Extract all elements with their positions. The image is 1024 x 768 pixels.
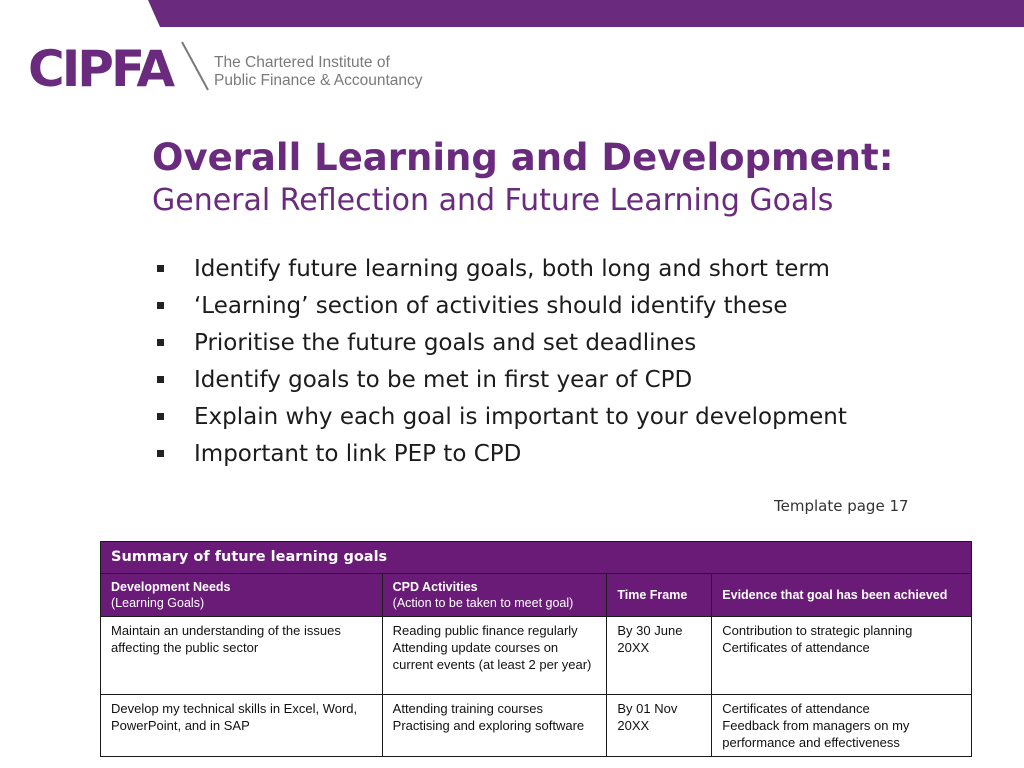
bullet-square-icon bbox=[157, 450, 164, 457]
evidence-line: Certificates of attendance bbox=[722, 701, 870, 716]
activity-line: Attending training courses bbox=[392, 701, 543, 716]
bullet-text: Identify future learning goals, both long and short term bbox=[194, 256, 830, 282]
evidence-line: Certificates of attendance bbox=[722, 640, 870, 655]
activity-line: Attending update courses on current events (at least 2 per year) bbox=[392, 640, 592, 672]
activity-line: Practising and exploring software bbox=[392, 718, 585, 733]
slide-subtitle: General Reflection and Future Learning Goals bbox=[152, 183, 834, 218]
bullet-square-icon bbox=[157, 339, 164, 346]
header-subtitle: (Action to be taken to meet goal) bbox=[392, 596, 574, 610]
table-caption: Summary of future learning goals bbox=[101, 542, 972, 574]
cell-evidence bbox=[712, 695, 972, 757]
header-evidence: Evidence that goal has been achieved bbox=[712, 574, 972, 617]
header-subtitle: (Learning Goals) bbox=[111, 596, 205, 610]
logo-org-name bbox=[214, 54, 474, 90]
logo-org-line-1: The Chartered Institute of bbox=[214, 54, 390, 71]
cell-need: Develop my technical skills in Excel, Word, PowerPoint, and in SAP bbox=[101, 695, 383, 757]
bullet-square-icon bbox=[157, 376, 164, 383]
logo-org-line-2: Public Finance & Accountancy bbox=[214, 72, 423, 89]
cell-evidence bbox=[712, 617, 972, 695]
header-title: CPD Activities bbox=[392, 580, 478, 594]
header-band bbox=[0, 0, 1024, 30]
header-cpd-activities bbox=[382, 574, 607, 617]
evidence-line: Contribution to strategic planning bbox=[722, 623, 913, 638]
cell-activities bbox=[382, 617, 607, 695]
header-time-frame: Time Frame bbox=[607, 574, 712, 617]
bullet-text: Identify goals to be met in first year of CPD bbox=[194, 367, 693, 393]
bullet-item bbox=[155, 399, 847, 436]
logo-slash-icon bbox=[178, 40, 212, 96]
table-row bbox=[101, 617, 972, 695]
cell-timeframe: By 30 June 20XX bbox=[607, 617, 712, 695]
bullet-item bbox=[155, 288, 847, 325]
bullet-text: Important to link PEP to CPD bbox=[194, 441, 522, 467]
bullet-item bbox=[155, 436, 847, 473]
slide-title: Overall Learning and Development: bbox=[152, 136, 894, 179]
table-header-row bbox=[101, 574, 972, 617]
bullet-square-icon bbox=[157, 302, 164, 309]
bullet-square-icon bbox=[157, 265, 164, 272]
evidence-line: Feedback from managers on my performance and effectiveness bbox=[722, 718, 910, 750]
cell-need: Maintain an understanding of the issues affecting the public sector bbox=[101, 617, 383, 695]
header-development-needs bbox=[101, 574, 383, 617]
logo-wordmark: CIPFA bbox=[28, 40, 173, 98]
cell-timeframe: By 01 Nov 20XX bbox=[607, 695, 712, 757]
bullet-item bbox=[155, 362, 847, 399]
activity-line: Reading public finance regularly bbox=[392, 623, 578, 638]
template-page-reference: Template page 17 bbox=[774, 497, 909, 515]
bullet-square-icon bbox=[157, 413, 164, 420]
learning-goals-table bbox=[100, 541, 972, 757]
cell-activities bbox=[382, 695, 607, 757]
table-caption-row bbox=[101, 542, 972, 574]
bullet-list bbox=[155, 251, 847, 473]
bullet-item bbox=[155, 325, 847, 362]
bullet-text: Prioritise the future goals and set deadlines bbox=[194, 330, 697, 356]
table-row bbox=[101, 695, 972, 757]
bullet-item bbox=[155, 251, 847, 288]
bullet-text: ‘Learning’ section of activities should identify these bbox=[194, 293, 788, 319]
header-title: Development Needs bbox=[111, 580, 231, 594]
bullet-text: Explain why each goal is important to your development bbox=[194, 404, 847, 430]
